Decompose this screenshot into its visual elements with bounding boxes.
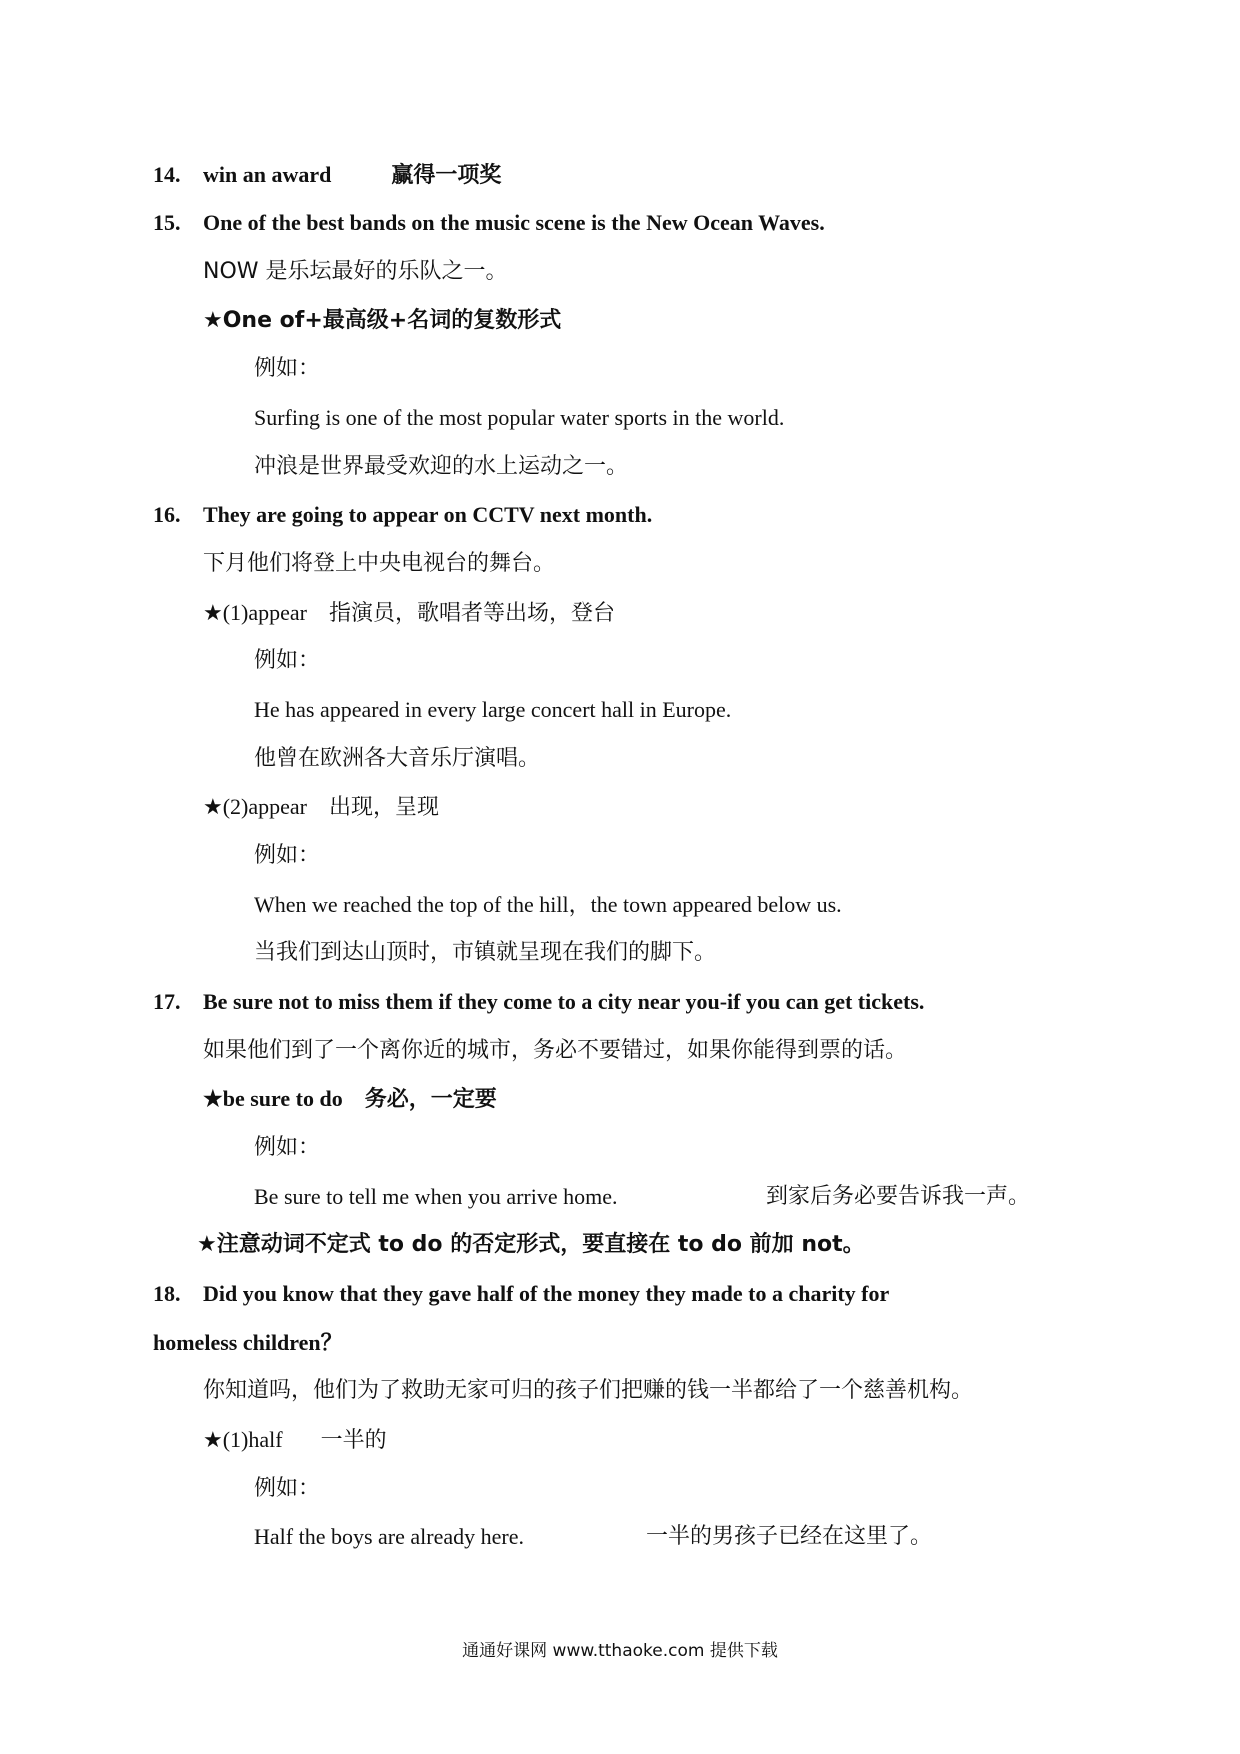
item-17-note-term: ★be sure to do bbox=[203, 1086, 343, 1111]
item-16-note-2 bbox=[203, 792, 439, 823]
item-17-number: 17. bbox=[153, 989, 181, 1014]
item-17-translation: 如果他们到了一个离你近的城市，务必不要错过，如果你能得到票的话。 bbox=[203, 1038, 908, 1063]
item-16-example-1-label: 例如： bbox=[254, 648, 321, 673]
item-15-number: 15. bbox=[153, 210, 181, 235]
footer-text: 通通好课网 www.tthaoke.com 提供下载 bbox=[462, 1641, 778, 1661]
item-17-example-label: 例如： bbox=[254, 1135, 321, 1160]
item-16-note-1-meaning: 指演员，歌唱者等出场，登台 bbox=[329, 601, 616, 626]
item-17-note bbox=[203, 1084, 497, 1115]
item-15-note: ★One of+最高级+名词的复数形式 bbox=[203, 308, 562, 333]
item-15-sentence bbox=[153, 208, 825, 238]
item-16-example-2-en: When we reached the top of the hill，the town appeared below us. bbox=[254, 892, 842, 917]
item-18-note-1-term: ★(1)half bbox=[203, 1427, 283, 1452]
item-18-text-line1: Did you know that they gave half of the money they made to a charity for bbox=[203, 1281, 890, 1306]
item-16-translation: 下月他们将登上中央电视台的舞台。 bbox=[203, 551, 556, 576]
item-18-example-1-label: 例如： bbox=[254, 1476, 321, 1501]
item-16-example-1-cn: 他曾在欧洲各大音乐厅演唱。 bbox=[254, 746, 541, 771]
item-15-translation: NOW 是乐坛最好的乐队之一。 bbox=[203, 259, 508, 284]
item-18-text-line2: homeless children？ bbox=[153, 1330, 343, 1355]
item-17-example-cn: 到家后务必要告诉我一声。 bbox=[766, 1184, 1031, 1209]
item-18-note-1-meaning: 一半的 bbox=[320, 1428, 387, 1453]
item-15-example-cn: 冲浪是世界最受欢迎的水上运动之一。 bbox=[254, 454, 629, 479]
item-16-text: They are going to appear on CCTV next month. bbox=[203, 502, 653, 527]
item-17-warning: ★注意动词不定式 to do 的否定形式，要直接在 to do 前加 not。 bbox=[197, 1232, 865, 1257]
item-16-example-2-label: 例如： bbox=[254, 843, 321, 868]
item-14-number: 14. bbox=[153, 162, 181, 187]
item-15-example-en: Surfing is one of the most popular water sports in the world. bbox=[254, 405, 785, 430]
item-16-note-1 bbox=[203, 598, 615, 629]
item-17-text: Be sure not to miss them if they come to a city near you-if you can get tickets. bbox=[203, 989, 925, 1014]
item-15-text: One of the best bands on the music scene is the New Ocean Waves. bbox=[203, 210, 825, 235]
item-16-note-2-term: ★(2)appear bbox=[203, 794, 307, 819]
item-17-example bbox=[254, 1182, 618, 1212]
item-18-sentence bbox=[153, 1279, 889, 1309]
page-footer bbox=[0, 1640, 1240, 1662]
item-16-number: 16. bbox=[153, 502, 181, 527]
item-17-sentence bbox=[153, 987, 924, 1017]
item-17-example-en: Be sure to tell me when you arrive home. bbox=[254, 1184, 618, 1209]
item-14 bbox=[153, 160, 501, 191]
item-18-number: 18. bbox=[153, 1281, 181, 1306]
item-14-english: win an award bbox=[203, 162, 332, 187]
item-15-example-label: 例如： bbox=[254, 356, 321, 381]
item-18-example-1-en: Half the boys are already here. bbox=[254, 1524, 524, 1549]
item-18-translation: 你知道吗，他们为了救助无家可归的孩子们把赚的钱一半都给了一个慈善机构。 bbox=[203, 1378, 974, 1403]
item-16-sentence bbox=[153, 500, 652, 530]
item-16-example-2-cn: 当我们到达山顶时，市镇就呈现在我们的脚下。 bbox=[254, 940, 717, 965]
item-16-note-2-meaning: 出现，呈现 bbox=[329, 795, 440, 820]
item-14-chinese: 赢得一项奖 bbox=[391, 163, 502, 188]
item-16-example-1-en: He has appeared in every large concert hall in Europe. bbox=[254, 697, 732, 722]
item-17-note-meaning: 务必，一定要 bbox=[364, 1087, 497, 1112]
item-18-note-1 bbox=[203, 1425, 387, 1456]
item-18-example-1-cn: 一半的男孩子已经在这里了。 bbox=[646, 1524, 933, 1549]
item-16-note-1-term: ★(1)appear bbox=[203, 600, 307, 625]
